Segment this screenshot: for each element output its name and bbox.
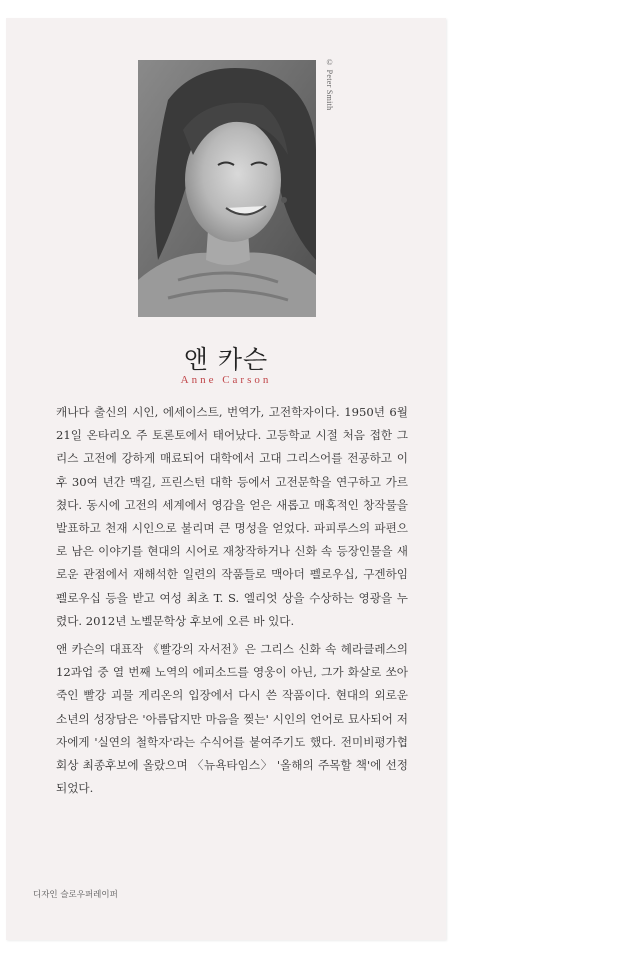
work-description-paragraph: 앤 카슨의 대표작 《빨강의 자서전》은 그리스 신화 속 헤라클레스의 12과업 중 열 번째 노역의 에피소드를 영웅이 아닌, 그가 화살로 쏘아 죽인 빨강 괴물 게리온의 입장에서 다시 쓴 작품이다. 현대의 외로운 소년의 성장담은 '아름답지만 마음을 찢는' 시인의 언어로 묘사되어 저자에게 '실연의 철학자'라는 수식어를 붙여주기도 했다. 전미비평가협회상 최종후보에 올랐으며 〈뉴욕타임스〉 '올해의 주목할 책'에 선정되었다. <box>56 642 408 796</box>
designer-credit: 디자인 슬로우퍼레이퍼 <box>33 890 118 900</box>
book-flap-page <box>6 18 446 940</box>
photo-credit: © Peter Smith <box>325 58 334 111</box>
author-name-english: Anne Carson <box>180 374 272 386</box>
author-bio-paragraph: 캐나다 출신의 시인, 에세이스트, 번역가, 고전학자이다. 1950년 6월 21일 온타리오 주 토론토에서 태어났다. 고등학교 시절 처음 접한 그리스 고전에 강하게 매료되어 대학에서 고대 그리스어를 전공하고 이후 30여 년간 맥길, 프린스턴 대학 등에서 고전문학을 연구하고 가르쳤다. 동시에 고전의 세계에서 영감을 얻은 새롭고 매혹적인 창작물을 발표하고 천재 시인으로 불리며 큰 명성을 얻었다. 파피루스의 파편으로 남은 이야기를 현대의 시어로 재창작하거나 신화 속 등장인물을 새로운 관점에서 재해석한 일련의 작품들로 맥아더 펠로우십, 구겐하임 펠로우십 등을 받고 여성 최초 T. S. 엘리엇 상을 수상하는 영광을 누렸다. 2012년 노벨문학상 후보에 오른 바 있다. <box>56 405 408 628</box>
author-name-korean: 앤 카슨 <box>183 345 269 374</box>
author-photo <box>138 60 316 317</box>
